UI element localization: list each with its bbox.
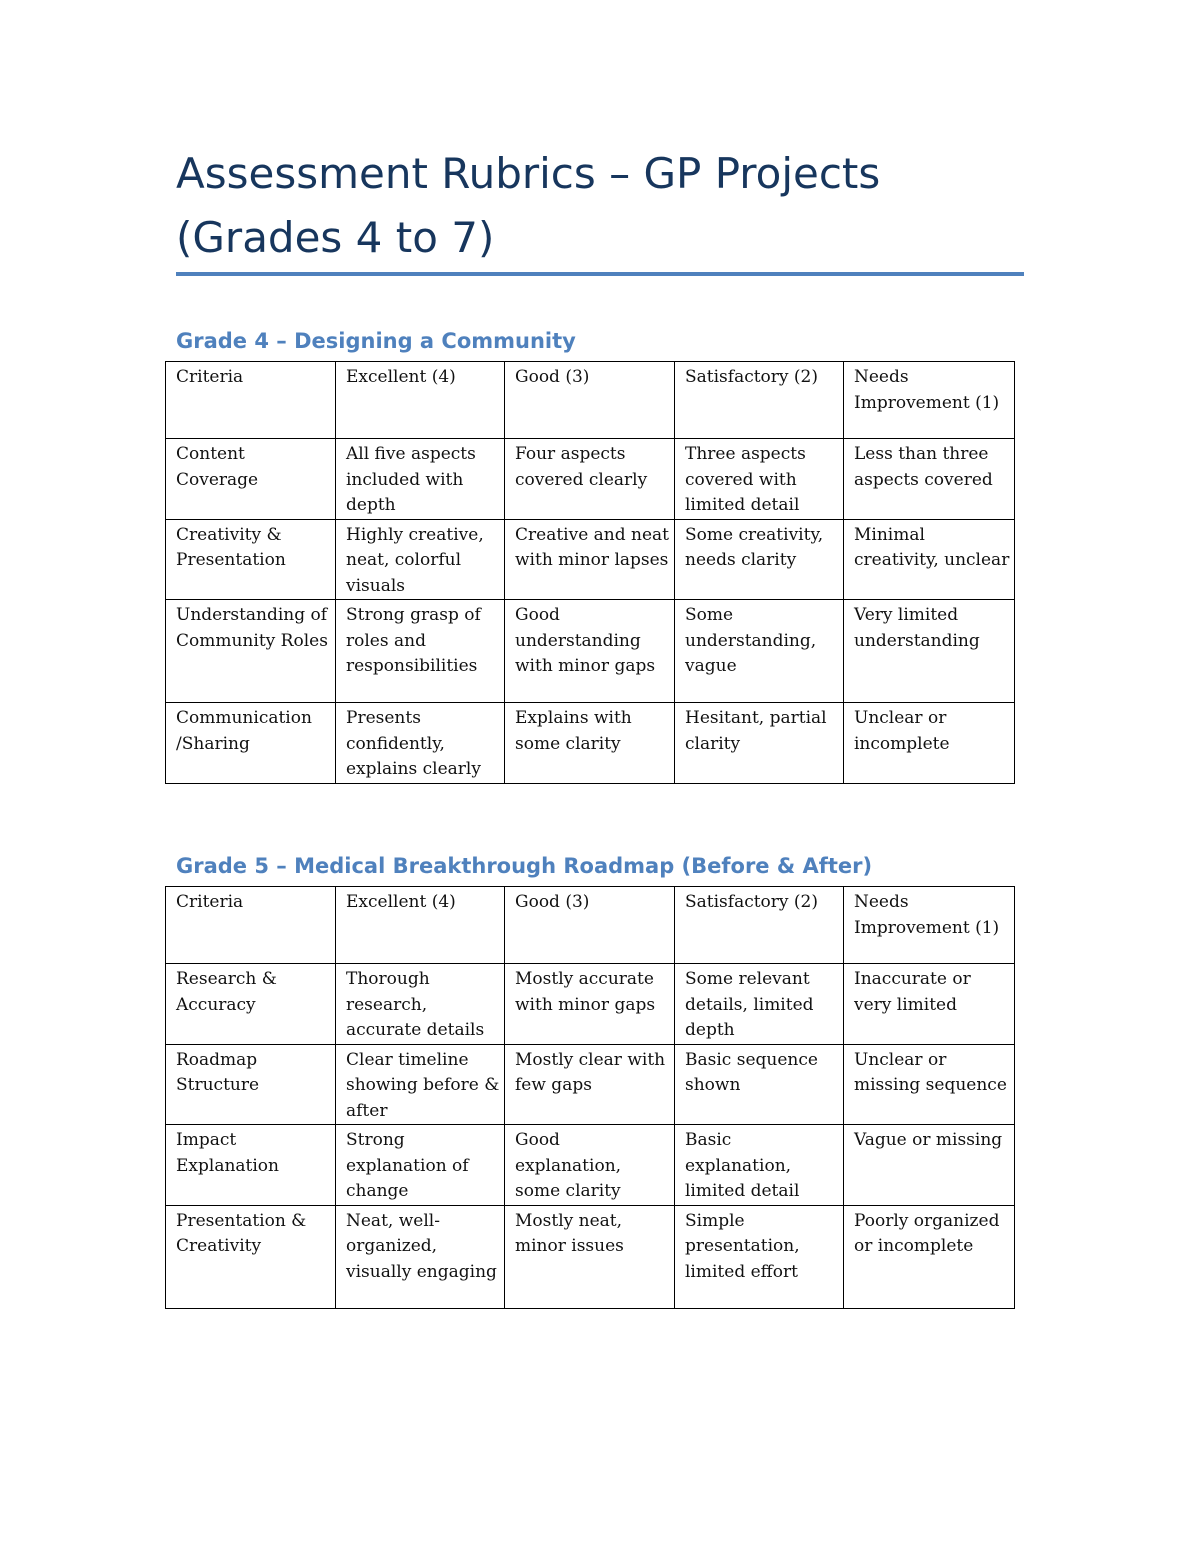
criteria-cell: Presentation & Creativity (166, 1205, 336, 1308)
excellent-cell: Presents confidently, explains clearly (336, 703, 505, 784)
needs-improvement-cell: Very limited understanding (844, 600, 1015, 703)
needs-improvement-cell: Unclear or missing sequence (844, 1044, 1015, 1125)
criteria-cell: Roadmap Structure (166, 1044, 336, 1125)
header-cell-criteria: Criteria (166, 362, 336, 439)
table-header-row (166, 362, 1015, 439)
excellent-cell: All five aspects included with depth (336, 439, 505, 520)
good-cell: Four aspects covered clearly (505, 439, 675, 520)
table-header-row (166, 887, 1015, 964)
good-cell: Creative and neat with minor lapses (505, 519, 675, 600)
header-cell-needs-improvement: Needs Improvement (1) (844, 887, 1015, 964)
criteria-cell: Impact Explanation (166, 1125, 336, 1206)
satisfactory-cell: Some relevant details, limited depth (675, 964, 844, 1045)
needs-improvement-cell: Less than three aspects covered (844, 439, 1015, 520)
table-row (166, 1125, 1015, 1206)
satisfactory-cell: Hesitant, partial clarity (675, 703, 844, 784)
section-heading-grade-5: Grade 5 – Medical Breakthrough Roadmap (Before & After) (176, 854, 873, 878)
excellent-cell: Clear timeline showing before & after (336, 1044, 505, 1125)
good-cell: Mostly accurate with minor gaps (505, 964, 675, 1045)
criteria-cell: Research & Accuracy (166, 964, 336, 1045)
satisfactory-cell: Simple presentation, limited effort (675, 1205, 844, 1308)
criteria-cell: Creativity & Presentation (166, 519, 336, 600)
header-cell-satisfactory: Satisfactory (2) (675, 887, 844, 964)
satisfactory-cell: Basic explanation, limited detail (675, 1125, 844, 1206)
excellent-cell: Strong explanation of change (336, 1125, 505, 1206)
needs-improvement-cell: Inaccurate or very limited (844, 964, 1015, 1045)
criteria-cell: Content Coverage (166, 439, 336, 520)
criteria-cell: Understanding of Community Roles (166, 600, 336, 703)
good-cell: Mostly neat, minor issues (505, 1205, 675, 1308)
excellent-cell: Neat, well-organized, visually engaging (336, 1205, 505, 1308)
header-cell-excellent: Excellent (4) (336, 887, 505, 964)
needs-improvement-cell: Poorly organized or incomplete (844, 1205, 1015, 1308)
rubric-table-grade-4 (165, 361, 1015, 784)
good-cell: Good explanation, some clarity (505, 1125, 675, 1206)
excellent-cell: Strong grasp of roles and responsibilities (336, 600, 505, 703)
title-underline (176, 272, 1024, 276)
satisfactory-cell: Some creativity, needs clarity (675, 519, 844, 600)
header-cell-criteria: Criteria (166, 887, 336, 964)
good-cell: Good understanding with minor gaps (505, 600, 675, 703)
table-row (166, 1205, 1015, 1308)
table-row (166, 1044, 1015, 1125)
excellent-cell: Thorough research, accurate details (336, 964, 505, 1045)
needs-improvement-cell: Vague or missing (844, 1125, 1015, 1206)
section-heading-grade-4: Grade 4 – Designing a Community (176, 329, 576, 353)
table-row (166, 964, 1015, 1045)
criteria-cell: Communication /Sharing (166, 703, 336, 784)
table-row (166, 519, 1015, 600)
header-cell-needs-improvement: Needs Improvement (1) (844, 362, 1015, 439)
header-cell-good: Good (3) (505, 887, 675, 964)
rubric-table-grade-5 (165, 886, 1015, 1309)
good-cell: Explains with some clarity (505, 703, 675, 784)
header-cell-good: Good (3) (505, 362, 675, 439)
satisfactory-cell: Basic sequence shown (675, 1044, 844, 1125)
header-cell-excellent: Excellent (4) (336, 362, 505, 439)
header-cell-satisfactory: Satisfactory (2) (675, 362, 844, 439)
page-title: Assessment Rubrics – GP Projects (Grades 4 to 7) (176, 149, 881, 262)
needs-improvement-cell: Minimal creativity, unclear (844, 519, 1015, 600)
satisfactory-cell: Some understanding, vague (675, 600, 844, 703)
excellent-cell: Highly creative, neat, colorful visuals (336, 519, 505, 600)
table-row (166, 439, 1015, 520)
satisfactory-cell: Three aspects covered with limited detail (675, 439, 844, 520)
table-row (166, 703, 1015, 784)
needs-improvement-cell: Unclear or incomplete (844, 703, 1015, 784)
good-cell: Mostly clear with few gaps (505, 1044, 675, 1125)
table-row (166, 600, 1015, 703)
